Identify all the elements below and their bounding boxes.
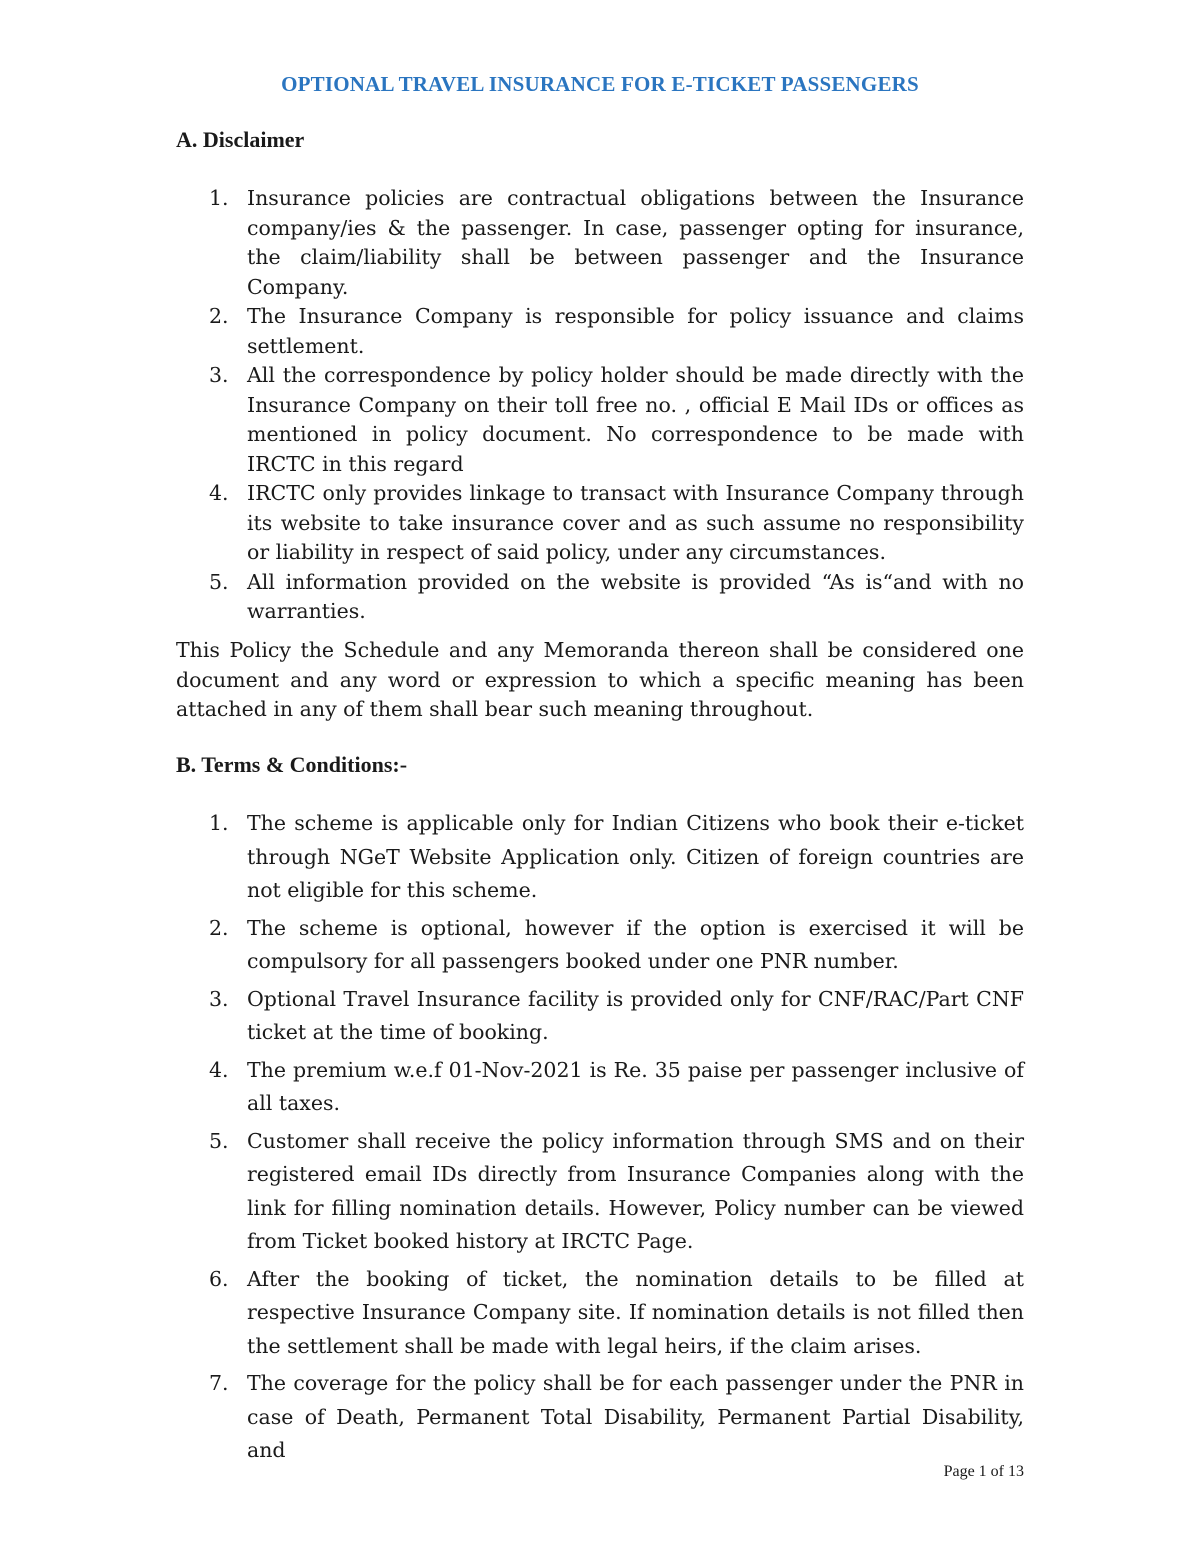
list-item (176, 1125, 1024, 1259)
list-item (176, 302, 1024, 361)
list-item (176, 1263, 1024, 1364)
list-item-text: Customer shall receive the policy information through SMS and on their registered email IDs directly from Insurance Companies along with the link for filling nomination details. However, Policy number can be viewed from Ticket booked history at IRCTC Page. (247, 1128, 1024, 1253)
list-item-text: The Insurance Company is responsible for policy issuance and claims settlement. (247, 304, 1024, 358)
list-item (176, 568, 1024, 627)
list-item (176, 184, 1024, 302)
list-item (176, 1367, 1024, 1468)
section-b-heading: B. Terms & Conditions:- (176, 752, 408, 777)
list-item-number: 3. (209, 363, 229, 387)
list-item (176, 912, 1024, 979)
list-item (176, 479, 1024, 568)
list-item-number: 1. (209, 186, 229, 210)
list-item-text: After the booking of ticket, the nomination details to be filled at respective Insurance Company site. If nomination details is not filled then the settlement shall be made with legal heirs, if the claim arises. (247, 1266, 1024, 1358)
terms-list (176, 807, 1024, 1472)
list-item-text: All the correspondence by policy holder should be made directly with the Insurance Company on their toll free no. , official E Mail IDs or offices as mentioned in policy document. No correspondence to be made with IRCTC in this regard (247, 363, 1024, 476)
policy-paragraph: This Policy the Schedule and any Memoranda thereon shall be considered one document and any word or expression to which a specific meaning has been attached in any of them shall bear such meaning throughout. (176, 638, 1024, 721)
list-item-text: The scheme is optional, however if the option is exercised it will be compulsory for all passengers booked under one PNR number. (247, 915, 1024, 973)
list-item-text: The premium w.e.f 01-Nov-2021 is Re. 35 paise per passenger inclusive of all taxes. (247, 1057, 1024, 1115)
list-item-number: 7. (209, 1371, 229, 1395)
list-item-number: 4. (209, 1057, 229, 1082)
list-item (176, 807, 1024, 908)
list-item-text: The coverage for the policy shall be for each passenger under the PNR in case of Death, Permanent Total Disability, Permanent Partial Disability, and (247, 1371, 1024, 1462)
section-a-heading: A. Disclaimer (176, 127, 305, 152)
list-item-text: Optional Travel Insurance facility is provided only for CNF/RAC/Part CNF ticket at the time of booking. (247, 986, 1024, 1044)
list-item-number: 1. (209, 811, 229, 835)
list-item-number: 4. (209, 481, 229, 505)
list-item (176, 983, 1024, 1050)
list-item-text: All information provided on the website is provided “As is“and with no warranties. (247, 569, 1024, 623)
list-item-text: IRCTC only provides linkage to transact with Insurance Company through its website to take insurance cover and as such assume no responsibility or liability in respect of said policy, under any circumstances. (247, 481, 1024, 564)
list-item-text: Insurance policies are contractual obligations between the Insurance company/ies & the passenger. In case, passenger opting for insurance, the claim/liability shall be between passenger and the Insurance Company. (247, 186, 1024, 299)
list-item-number: 2. (209, 304, 229, 328)
list-item-number: 5. (209, 569, 229, 594)
list-item-text: The scheme is applicable only for Indian Citizens who book their e-ticket through NGeT Website Application only. Citizen of foreign countries are not eligible for this scheme. (247, 811, 1024, 902)
disclaimer-list (176, 184, 1024, 627)
document-title: OPTIONAL TRAVEL INSURANCE FOR E-TICKET PASSENGERS (281, 72, 919, 96)
list-item-number: 6. (209, 1266, 229, 1291)
list-item (176, 361, 1024, 479)
list-item-number: 5. (209, 1128, 229, 1153)
list-item (176, 1054, 1024, 1121)
list-item-number: 3. (209, 986, 229, 1011)
page-number: Page 1 of 13 (943, 1463, 1024, 1480)
list-item-number: 2. (209, 915, 229, 940)
